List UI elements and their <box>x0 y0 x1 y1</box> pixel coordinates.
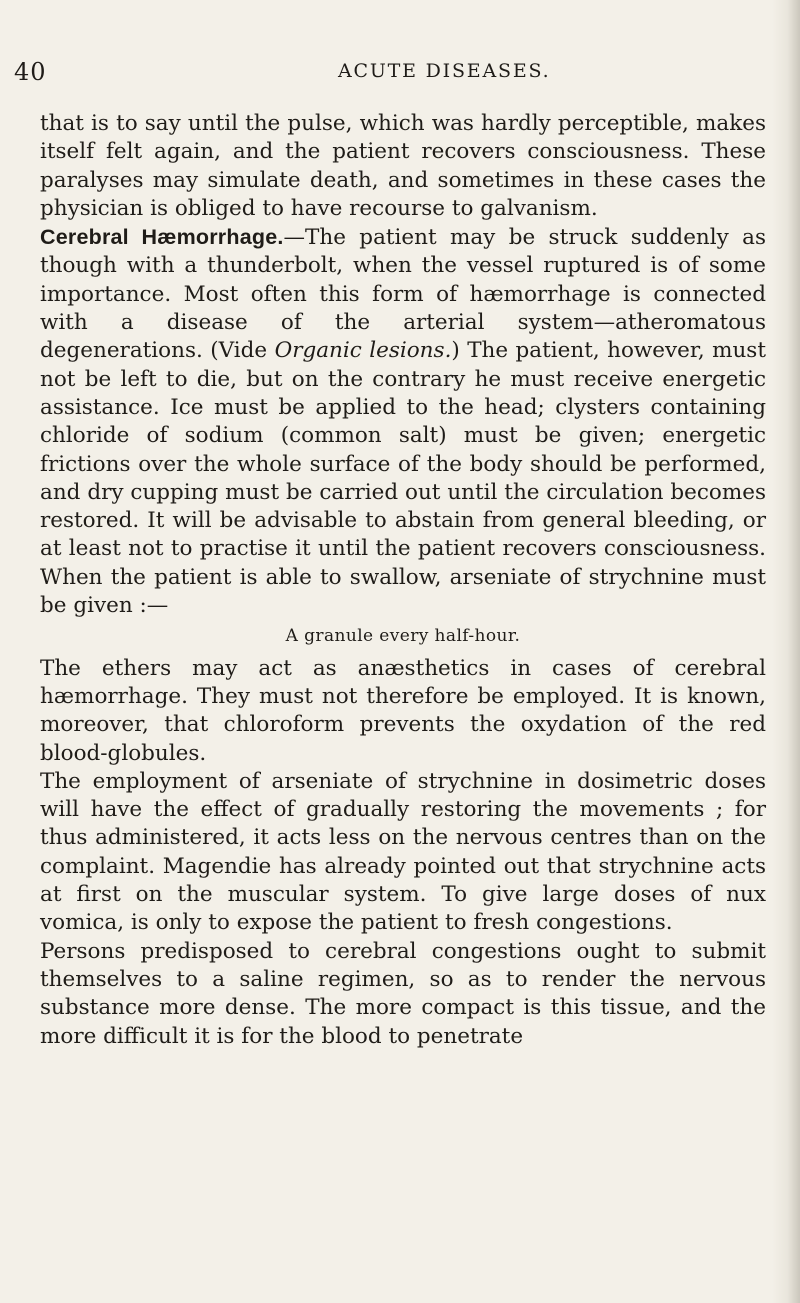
running-head <box>0 46 800 86</box>
paragraph-1: that is to say until the pulse, which was hardly perceptible, makes itself felt again, and the patient recovers consciousness. These paralyses may simulate death, and sometimes in these cases the physician is obliged to have recourse to galvanism. <box>40 111 766 221</box>
dosage-line: A granule every half-hour. <box>285 626 521 647</box>
paragraph-3: The ethers may act as anæsthetics in cases of cerebral hæmorrhage. They must not therefore be employed. It is known, moreover, that chloroform prevents the oxydation of the red blood-globules. <box>40 655 766 766</box>
paragraph-2-part-a: —The patient may be struck suddenly as though with a thunderbolt, when the vessel ruptured is of some importance. Most often this form of hæmorrhage is connected with a disease of the arterial system—atheromatous degenerations. (Vide <box>40 225 766 364</box>
italic-reference: Organic lesions. <box>274 338 452 364</box>
paragraph-5: Persons predisposed to cerebral congestions ought to submit themselves to a saline regimen, so as to render the nervous substance more dense. The more compact is this tissue, and the more difficult it is for the blood to penetrate <box>40 938 766 1049</box>
body-text <box>40 110 766 1051</box>
paragraph-2-part-b: ) The patient, however, must not be left to die, but on the contrary he must receive energetic assistance. Ice must be applied to the head; clysters containing chloride of sodium (common salt) must be given; energetic frictions over the whole surface of the body should be performed, and dry cupping must be carried out until the circulation becomes restored. It will be advisable to abstain from general bleeding, or at least not to practise it until the patient recovers consciousness. When the patient is able to swallow, arseniate of strychnine must be given :— <box>40 338 766 619</box>
paragraph-cerebral-haemorrhage <box>40 223 766 620</box>
paragraph-4: The employment of arseniate of strychnine in dosimetric doses will have the effect of gradually restoring the movements ; for thus administered, it acts less on the nervous centres than on the complaint. Magendie has already pointed out that strychnine acts at first on the muscular system. To give large doses of nux vomica, is only to expose the patient to fresh congestions. <box>40 768 766 936</box>
section-heading: Cerebral Hæmorrhage. <box>40 225 284 250</box>
page-number: 40 <box>14 58 47 86</box>
running-title: ACUTE DISEASES. <box>338 60 551 82</box>
page-edge-shadow <box>772 0 800 1303</box>
